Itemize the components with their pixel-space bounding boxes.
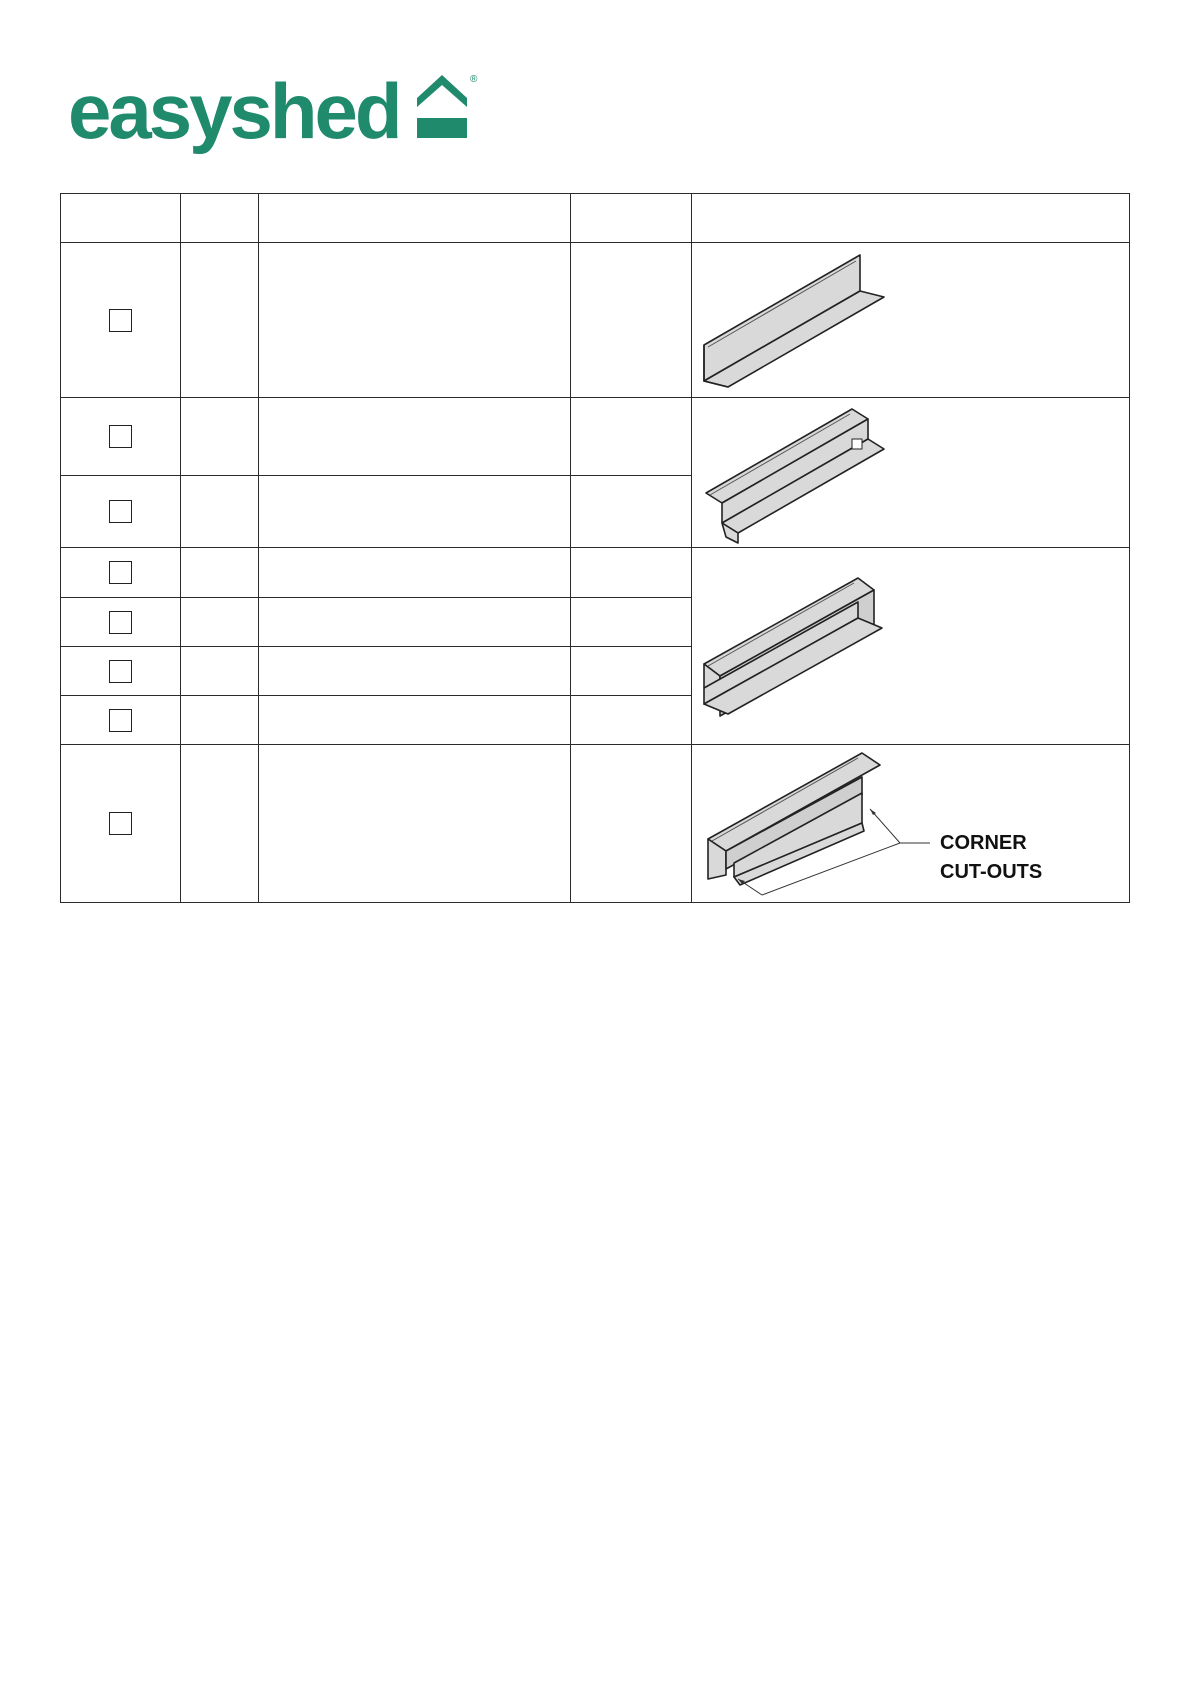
house-roof-icon bbox=[417, 75, 467, 138]
code-cell bbox=[181, 548, 259, 598]
c-channel-profile-icon bbox=[692, 548, 1130, 744]
checkbox[interactable] bbox=[109, 709, 132, 732]
checkbox[interactable] bbox=[109, 561, 132, 584]
table-row bbox=[61, 548, 1130, 598]
description-cell bbox=[259, 696, 571, 745]
quantity-cell bbox=[571, 696, 692, 745]
illustration-cell bbox=[692, 745, 1130, 903]
code-cell bbox=[181, 398, 259, 476]
description-cell bbox=[259, 398, 571, 476]
top-hat-channel-icon bbox=[692, 745, 1130, 902]
checkbox[interactable] bbox=[109, 500, 132, 523]
table-row bbox=[61, 398, 1130, 476]
code-cell bbox=[181, 243, 259, 398]
illustration-cell bbox=[692, 548, 1130, 745]
quantity-cell bbox=[571, 647, 692, 696]
checkbox[interactable] bbox=[109, 425, 132, 448]
quantity-cell bbox=[571, 243, 692, 398]
code-cell bbox=[181, 598, 259, 647]
quantity-cell bbox=[571, 745, 692, 903]
illustration-cell bbox=[692, 243, 1130, 398]
description-cell bbox=[259, 647, 571, 696]
angle-profile-icon bbox=[692, 243, 1130, 397]
header-cell bbox=[181, 194, 259, 243]
quantity-cell bbox=[571, 598, 692, 647]
table-row bbox=[61, 243, 1130, 398]
code-cell bbox=[181, 696, 259, 745]
checkbox[interactable] bbox=[109, 309, 132, 332]
illustration-cell bbox=[692, 398, 1130, 548]
easyshed-logo bbox=[68, 66, 488, 166]
header-cell bbox=[61, 194, 181, 243]
callout-line-1: CORNER bbox=[940, 832, 1027, 854]
checkbox[interactable] bbox=[109, 660, 132, 683]
description-cell bbox=[259, 548, 571, 598]
table-header-row bbox=[61, 194, 1130, 243]
registered-mark: ® bbox=[470, 74, 478, 85]
description-cell bbox=[259, 476, 571, 548]
header-cell bbox=[692, 194, 1130, 243]
brand-wordmark: easyshed bbox=[68, 67, 400, 155]
code-cell bbox=[181, 647, 259, 696]
checkbox[interactable] bbox=[109, 812, 132, 835]
quantity-cell bbox=[571, 476, 692, 548]
description-cell bbox=[259, 598, 571, 647]
quantity-cell bbox=[571, 548, 692, 598]
description-cell bbox=[259, 243, 571, 398]
callout-line-2: CUT-OUTS bbox=[940, 861, 1043, 883]
header-cell bbox=[571, 194, 692, 243]
code-cell bbox=[181, 745, 259, 903]
table-row bbox=[61, 745, 1130, 903]
header-cell bbox=[259, 194, 571, 243]
parts-checklist-table bbox=[60, 193, 1130, 903]
description-cell bbox=[259, 745, 571, 903]
z-profile-with-notch-icon bbox=[692, 399, 1130, 547]
code-cell bbox=[181, 476, 259, 548]
quantity-cell bbox=[571, 398, 692, 476]
corner-cutouts-callout bbox=[940, 829, 1042, 887]
checkbox[interactable] bbox=[109, 611, 132, 634]
